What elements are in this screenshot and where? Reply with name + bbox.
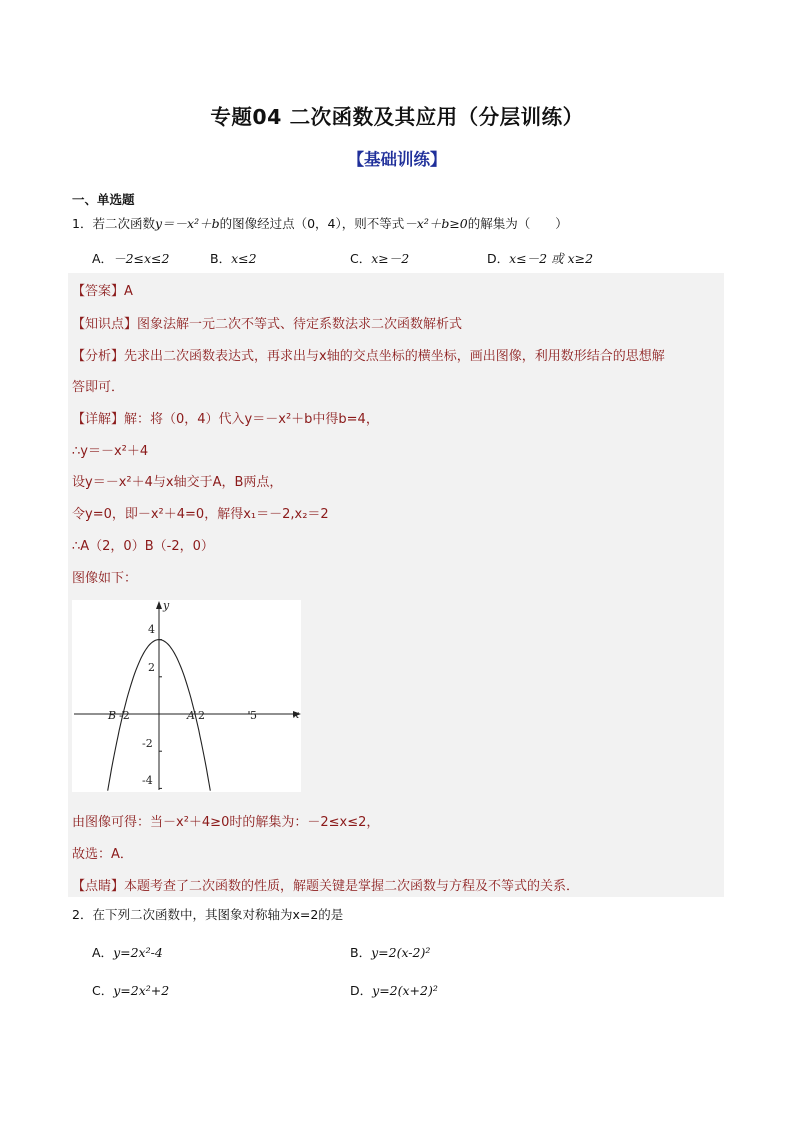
graph-caption: 图像如下： [72, 571, 138, 586]
y-axis-label: y [163, 600, 170, 612]
q2-option-c: C．y=2x²+2 [92, 983, 170, 998]
x-axis-label: x [293, 708, 300, 721]
q1-option-d: D．x≤－2 或 x≥2 [487, 251, 594, 266]
knowledge-point-line: 【知识点】图象法解一元二次不等式、待定系数法求二次函数解析式 [72, 317, 463, 332]
analysis-line-2: 答即可． [72, 380, 125, 395]
q1-option-c: C．x≥－2 [350, 251, 410, 266]
q1-stem-pre: 1．若二次函数 [72, 216, 155, 231]
y-tick-2: 2 [148, 661, 155, 674]
question-1-stem [72, 214, 568, 234]
q1-stem-mid: 的图像经过点（0，4），则不等式 [219, 216, 405, 231]
q1-equation: y＝－x²＋b [154, 216, 220, 231]
conclusion-line: 由图像可得：当－x²＋4≥0时的解集为：－2≤x≤2， [72, 815, 380, 830]
page-title: 专题04 二次函数及其应用（分层训练） [210, 105, 584, 129]
solution-step-2: 设y＝－x²＋4与x轴交于A，B两点， [72, 475, 283, 490]
answer-panel [68, 273, 724, 897]
q2-option-b: B．y=2(x-2)² [350, 945, 431, 960]
analysis-line: 【分析】先求出二次函数表达式，再求出与x轴的交点坐标的横坐标，画出图像，利用数形结合的思想解 [72, 349, 665, 364]
q1-option-a: A．－2≤x≤2 [92, 251, 170, 266]
comment-line: 【点睛】本题考查了二次函数的性质，解题关键是掌握二次函数与方程及不等式的关系． [72, 879, 580, 894]
y-tick-neg2: -2 [142, 737, 153, 750]
point-b-label: B [108, 709, 117, 722]
q1-option-b: B．x≤2 [210, 251, 257, 266]
y-tick-4: 4 [148, 623, 155, 636]
choice-line: 故选：A． [72, 847, 133, 862]
parabola-graph [72, 600, 301, 792]
point-a-label: A [187, 709, 195, 722]
q2-option-d: D．y=2(x+2)² [350, 983, 438, 998]
parabola-svg [72, 600, 301, 792]
q2-option-a: A．y=2x²-4 [92, 945, 163, 960]
x-tick-2: 2 [198, 709, 205, 722]
solution-step-4: ∴A（2，0）B（-2，0） [72, 539, 214, 554]
question-2-stem: 2．在下列二次函数中，其图象对称轴为x=2的是 [72, 907, 344, 922]
y-tick-neg4: -4 [142, 774, 153, 787]
q1-inequality: －x²＋b≥0 [404, 216, 468, 231]
x-tick-neg2: -2 [119, 709, 130, 722]
section-subtitle: 【基础训练】 [347, 150, 447, 169]
section-heading: 一、单选题 [72, 192, 135, 207]
solution-step-3: 令y=0，即－x²＋4=0，解得x₁＝－2,x₂＝2 [72, 507, 329, 522]
q1-stem-post: 的解集为（ ） [467, 216, 568, 231]
x-tick-5: 5 [250, 709, 257, 722]
detail-line: 【详解】解：将（0，4）代入y＝－x²＋b中得b=4， [72, 412, 379, 427]
solution-step-1: ∴y＝－x²＋4 [72, 444, 149, 459]
answer-line: 【答案】A [72, 284, 133, 299]
y-axis-arrow [156, 601, 162, 609]
